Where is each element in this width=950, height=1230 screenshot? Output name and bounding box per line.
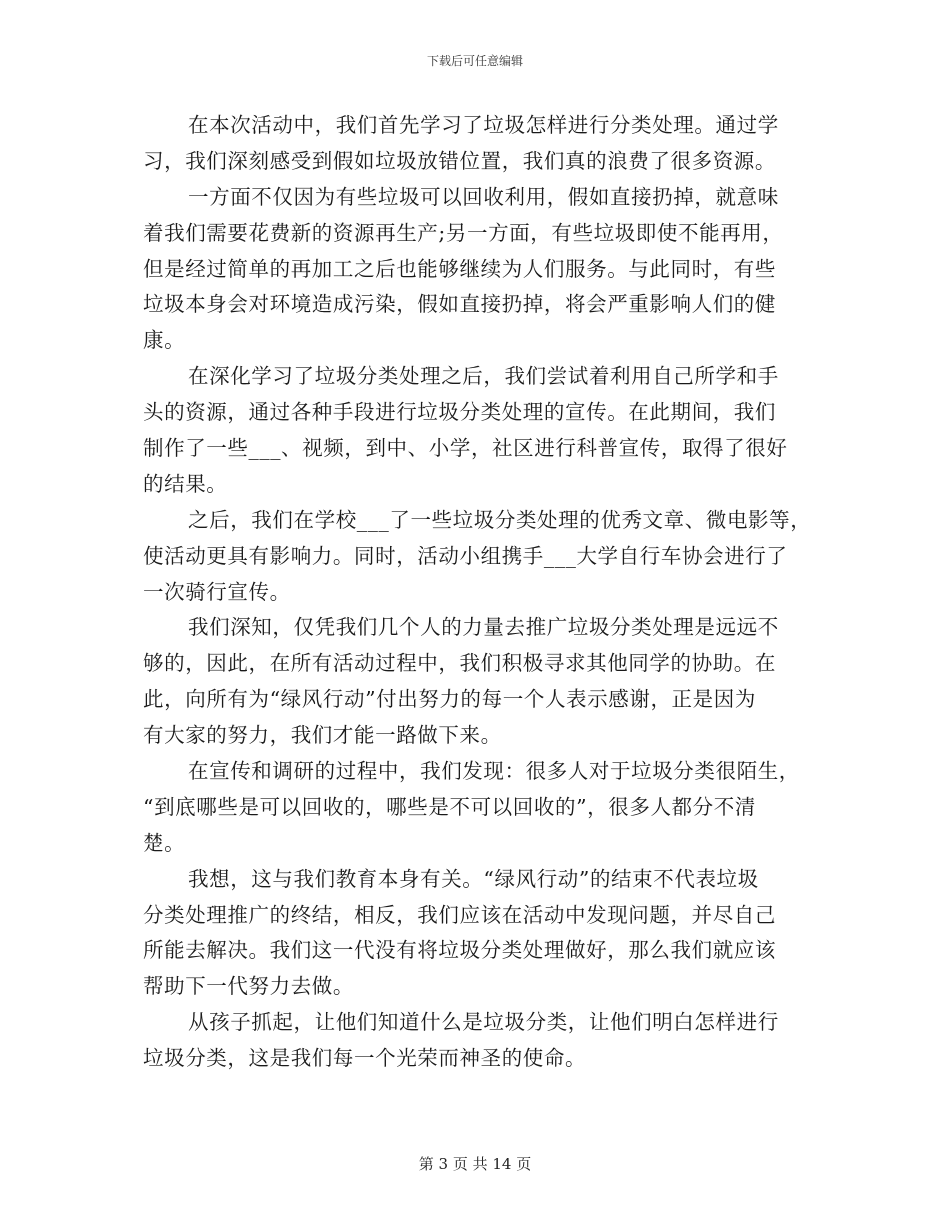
- text-line: “到底哪些是可以回收的，哪些是不可以回收的”，很多人都分不清: [143, 794, 756, 819]
- text-line: 我想，这与我们教育本身有关。“绿风行动”的结束不代表垃圾: [188, 866, 759, 891]
- text-line: 分类处理推广的终结，相反，我们应该在活动中发现问题，并尽自己: [143, 902, 776, 927]
- text-line: 所能去解决。我们这一代没有将垃圾分类处理做好，那么我们就应该: [143, 938, 776, 963]
- text-line: 但是经过简单的再加工之后也能够继续为人们服务。与此同时，有些: [143, 256, 776, 281]
- page-header-note: 下载后可任意编辑: [426, 54, 523, 68]
- text-line: 有大家的努力，我们才能一路做下来。: [143, 723, 502, 748]
- text-line: 帮助下一代努力去做。: [143, 974, 354, 999]
- text-line: 垃圾分类，这是我们每一个光荣而神圣的使命。: [143, 1046, 587, 1071]
- text-line: 着我们需要花费新的资源再生产;另一方面，有些垃圾即使不能再用，: [143, 220, 784, 245]
- text-line: 在深化学习了垃圾分类处理之后，我们尝试着利用自己所学和手: [188, 364, 779, 389]
- text-line: 此，向所有为“绿风行动”付出努力的每一个人表示感谢，正是因为: [143, 687, 756, 712]
- text-line: 头的资源，通过各种手段进行垃圾分类处理的宣传。在此期间，我们: [143, 400, 776, 425]
- text-line: 够的，因此，在所有活动过程中，我们积极寻求其他同学的协助。在: [143, 651, 776, 676]
- text-line: 一方面不仅因为有些垃圾可以回收利用，假如直接扔掉，就意味: [188, 184, 779, 209]
- text-line: 在本次活动中，我们首先学习了垃圾怎样进行分类处理。通过学: [188, 113, 779, 137]
- text-line: 我们深知，仅凭我们几个人的力量去推广垃圾分类处理是远远不: [188, 615, 779, 640]
- text-line: 康。: [143, 328, 186, 353]
- text-line: 楚。: [143, 830, 186, 855]
- text-line: 从孩子抓起，让他们知道什么是垃圾分类，让他们明白怎样进行: [188, 1010, 779, 1035]
- text-line: 使活动更具有影响力。同时，活动小组携手___大学自行车协会进行了: [143, 543, 788, 568]
- text-line: 制作了一些___、视频，到中、小学，社区进行科普宣传，取得了很好: [143, 436, 788, 461]
- text-line: 习，我们深刻感受到假如垃圾放错位置，我们真的浪费了很多资源。: [143, 148, 776, 173]
- text-line: 一次骑行宣传。: [143, 579, 291, 604]
- text-line: 之后，我们在学校___了一些垃圾分类处理的优秀文章、微电影等，: [188, 507, 812, 532]
- page-number: 第 3 页 共 14 页: [418, 1155, 532, 1173]
- document-body: [143, 108, 823, 1077]
- text-line: 在宣传和调研的过程中，我们发现：很多人对于垃圾分类很陌生，: [188, 759, 800, 784]
- text-line: 垃圾本身会对环境造成污染，假如直接扔掉，将会严重影响人们的健: [143, 292, 776, 317]
- text-line: 的结果。: [143, 471, 228, 496]
